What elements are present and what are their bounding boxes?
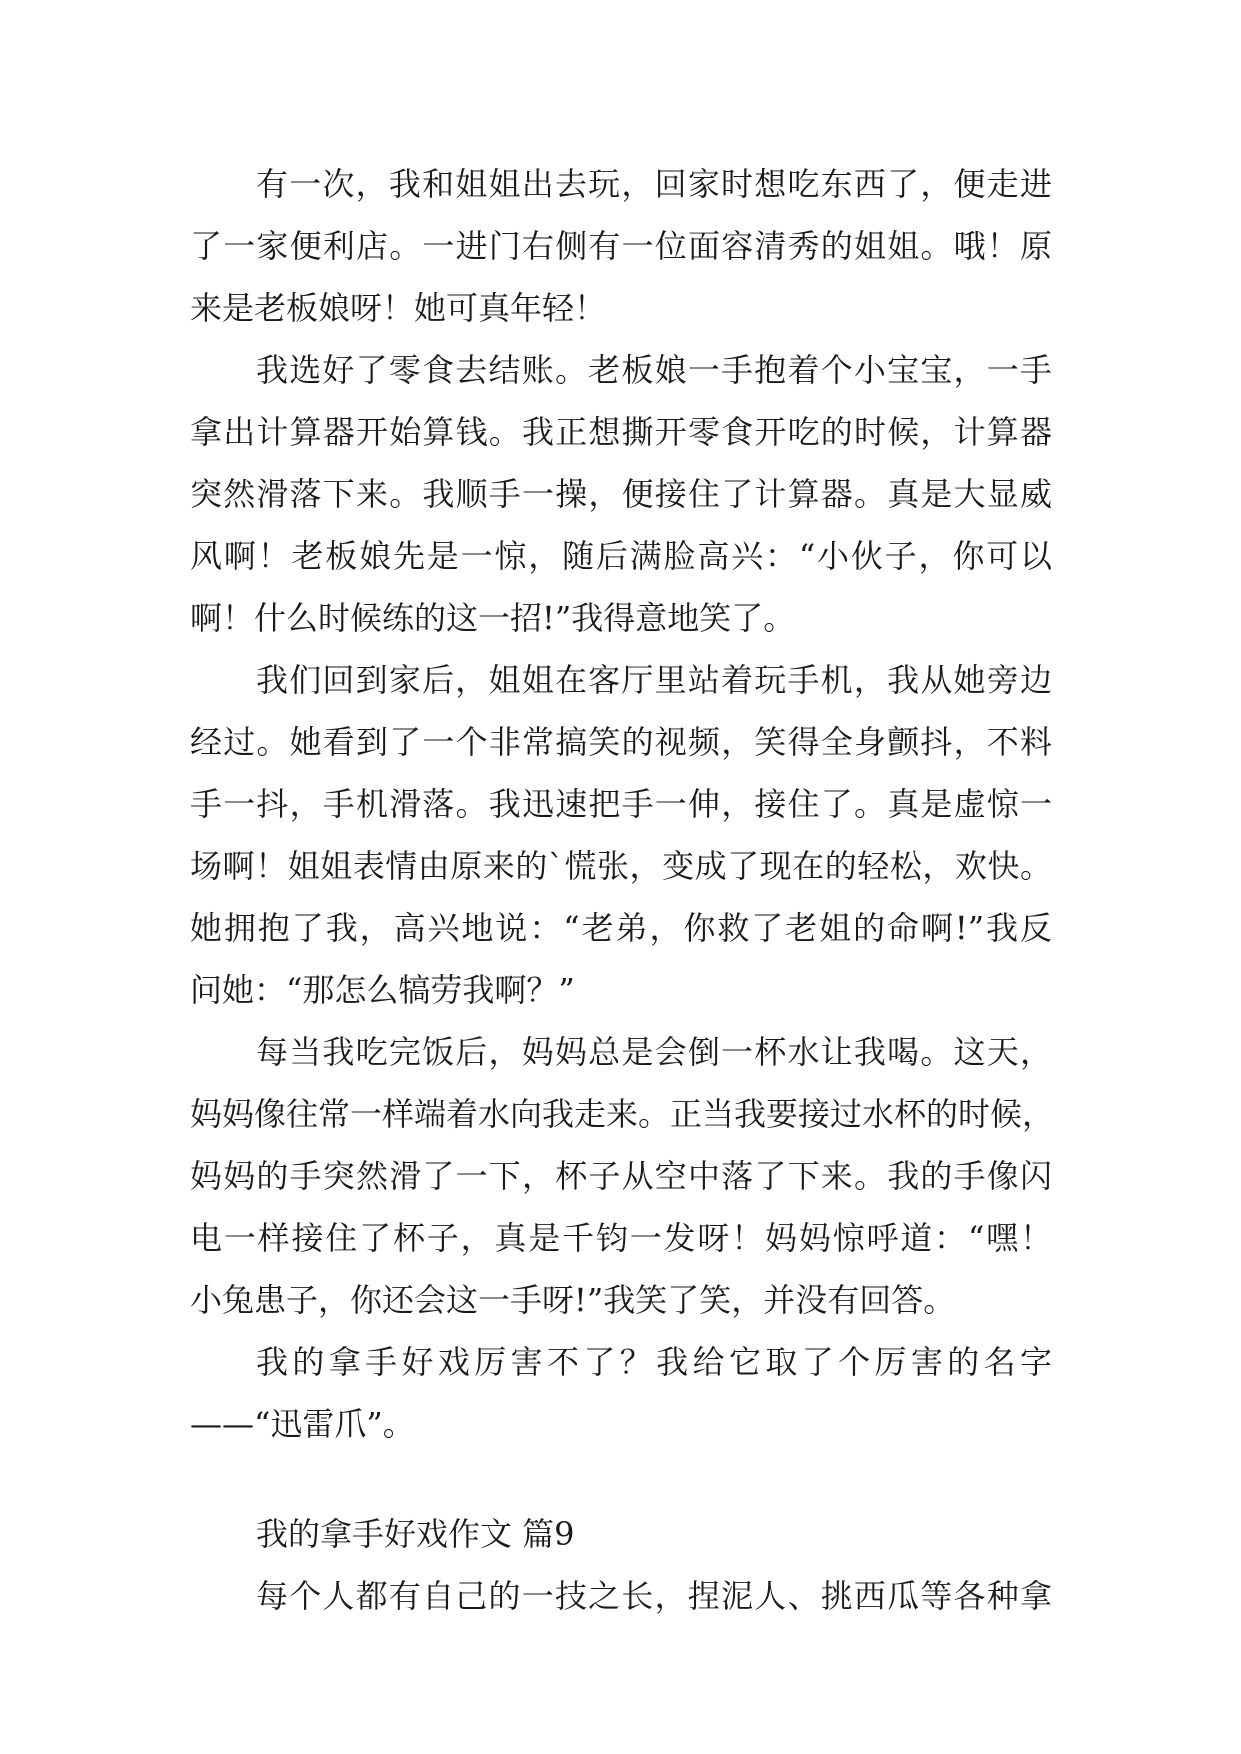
text-line: 电一样接住了杯子，真是千钧一发呀！妈妈惊呼道：“嘿！ (190, 1219, 1052, 1257)
text-line: 拿出计算器开始算钱。我正想撕开零食开吃的时候，计算器 (190, 413, 1052, 451)
text-line: 来是老板娘呀！她可真年轻！ (190, 289, 607, 327)
text-line: 每当我吃完饭后，妈妈总是会倒一杯水让我喝。这天， (256, 1033, 1052, 1071)
text-line: 啊！什么时候练的这一招!”我得意地笑了。 (190, 599, 796, 637)
text-line: 我的拿手好戏厉害不了？我给它取了个厉害的名字 (256, 1343, 1052, 1381)
text-line: 了一家便利店。一进门右侧有一位面容清秀的姐姐。哦！原 (190, 227, 1052, 265)
text-line: 我选好了零食去结账。老板娘一手抱着个小宝宝，一手 (256, 351, 1052, 389)
text-line: 妈妈像往常一样端着水向我走来。正当我要接过水杯的时候， (190, 1095, 1055, 1133)
text-line: ——“迅雷爪”。 (190, 1405, 415, 1443)
text-line: 妈妈的手突然滑了一下，杯子从空中落了下来。我的手像闪 (190, 1157, 1052, 1195)
text-line: 每个人都有自己的一技之长，捏泥人、挑西瓜等各种拿 (256, 1577, 1052, 1615)
text-line: 有一次，我和姐姐出去玩，回家时想吃东西了，便走进 (256, 165, 1052, 203)
section-heading: 我的拿手好戏作文 篇9 (256, 1515, 575, 1553)
text-line: 问她：“那怎么犒劳我啊？” (190, 971, 575, 1009)
text-line: 突然滑落下来。我顺手一操，便接住了计算器。真是大显威 (190, 475, 1052, 513)
text-line: 小兔患子，你还会这一手呀!”我笑了笑，并没有回答。 (190, 1281, 956, 1319)
text-line: 手一抖，手机滑落。我迅速把手一伸，接住了。真是虚惊一 (190, 785, 1052, 823)
text-line: 我们回到家后，姐姐在客厅里站着玩手机，我从她旁边 (256, 661, 1052, 699)
text-line: 场啊！姐姐表情由原来的`慌张，变成了现在的轻松，欢快。 (190, 847, 1052, 885)
text-line: 她拥抱了我，高兴地说：“老弟，你救了老姐的命啊!”我反 (190, 909, 1052, 947)
text-line: 风啊！老板娘先是一惊，随后满脸高兴：“小伙子，你可以 (190, 537, 1052, 575)
text-line: 经过。她看到了一个非常搞笑的视频，笑得全身颤抖，不料 (190, 723, 1052, 761)
